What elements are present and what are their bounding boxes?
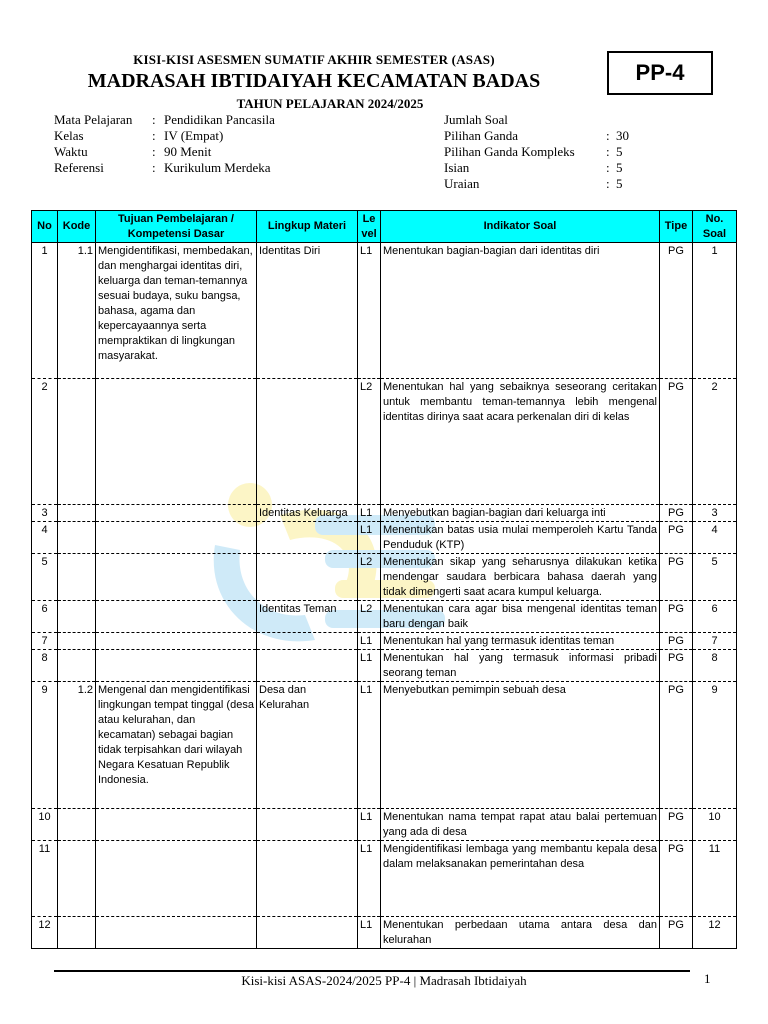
cell-tujuan [96,809,257,841]
cell-indikator: Menentukan hal yang termasuk identitas teman [381,633,660,650]
col-header-no: No [32,211,58,243]
cell-tujuan [96,841,257,917]
cell-indikator: Menentukan hal yang termasuk informasi pribadi seorang teman [381,650,660,682]
cell-level: L1 [358,682,381,809]
cell-level: L1 [358,650,381,682]
cell-indikator: Menentukan perbedaan utama antara desa dan kelurahan [381,917,660,949]
meta-row [54,160,275,176]
question-count-title [444,112,629,128]
cell-nosoal: 4 [693,522,737,554]
cell-tipe: PG [660,633,693,650]
meta-label: Pilihan Ganda Kompleks [444,144,575,159]
meta-value: 30 [616,128,629,143]
cell-tipe: PG [660,243,693,379]
cell-nosoal: 8 [693,650,737,682]
meta-label: Referensi [54,160,104,175]
cell-nosoal: 7 [693,633,737,650]
meta-row [444,144,629,160]
cell-no: 11 [32,841,58,917]
footer-text: Kisi-kisi ASAS-2024/2025 PP-4 | Madrasah Ibtidaiyah [241,973,527,988]
cell-nosoal: 2 [693,379,737,505]
cell-tujuan [96,522,257,554]
cell-tujuan [96,633,257,650]
meta-value: 5 [616,144,623,159]
meta-value: IV (Empat) [164,128,224,143]
cell-nosoal: 5 [693,554,737,601]
cell-kode [58,601,96,633]
cell-indikator: Menentukan batas usia mulai memperoleh Kartu Tanda Penduduk (KTP) [381,522,660,554]
cell-tipe: PG [660,917,693,949]
cell-lingkup [257,917,358,949]
meta-label: Uraian [444,176,480,191]
cell-lingkup: Identitas Teman [257,601,358,633]
col-header-lingkup: Lingkup Materi [257,211,358,243]
cell-tipe: PG [660,841,693,917]
cell-tujuan [96,379,257,505]
cell-level: L1 [358,505,381,522]
meta-colon: : [606,128,610,143]
cell-nosoal: 6 [693,601,737,633]
table-row [32,243,737,379]
cell-level: L2 [358,554,381,601]
cell-level: L1 [358,917,381,949]
table-row [32,809,737,841]
cell-lingkup: Desa dan Kelurahan [257,682,358,809]
cell-indikator: Menentukan cara agar bisa mengenal identitas teman baru dengan baik [381,601,660,633]
cell-level: L2 [358,601,381,633]
cell-indikator: Menentukan nama tempat rapat atau balai pertemuan yang ada di desa [381,809,660,841]
meta-value: Pendidikan Pancasila [164,112,275,127]
cell-no: 4 [32,522,58,554]
cell-kode [58,917,96,949]
meta-row [54,128,275,144]
cell-lingkup [257,633,358,650]
cell-nosoal: 3 [693,505,737,522]
cell-tipe: PG [660,505,693,522]
table-row [32,554,737,601]
cell-tujuan [96,505,257,522]
meta-colon: : [606,176,610,191]
cell-no: 8 [32,650,58,682]
meta-value: 90 Menit [164,144,212,159]
document-code-box [607,51,713,95]
meta-colon: : [152,128,156,143]
cell-indikator: Menentukan bagian-bagian dari identitas diri [381,243,660,379]
meta-label: Mata Pelajaran [54,112,133,127]
meta-colon: : [606,160,610,175]
cell-lingkup [257,379,358,505]
cell-tujuan: Mengidentifikasi, membedakan, dan menghargai identitas diri, keluarga dan teman-temannya sesuai budaya, suku bangsa, bahasa, agama dan kepercayaannya serta mempraktikan di lingkungan masyarakat. [96,243,257,379]
table-row [32,601,737,633]
table-header-row [32,211,737,243]
meta-row [444,128,629,144]
cell-kode [58,633,96,650]
cell-tujuan [96,917,257,949]
cell-kode: 1.1 [58,243,96,379]
cell-no: 5 [32,554,58,601]
cell-level: L1 [358,243,381,379]
table-row [32,522,737,554]
table-row [32,682,737,809]
cell-level: L1 [358,633,381,650]
cell-tujuan [96,554,257,601]
cell-nosoal: 9 [693,682,737,809]
meta-value: Kurikulum Merdeka [164,160,271,175]
cell-kode: 1.2 [58,682,96,809]
meta-colon: : [152,160,156,175]
cell-kode [58,841,96,917]
meta-colon: : [152,144,156,159]
table-row [32,841,737,917]
cell-nosoal: 12 [693,917,737,949]
col-header-indikator: Indikator Soal [381,211,660,243]
doc-title-school: MADRASAH IBTIDAIYAH KECAMATAN BADAS [87,70,541,92]
cell-no: 9 [32,682,58,809]
cell-indikator: Menyebutkan pemimpin sebuah desa [381,682,660,809]
cell-lingkup [257,809,358,841]
table-row [32,650,737,682]
cell-tipe: PG [660,522,693,554]
table-row [32,917,737,949]
meta-label: Kelas [54,128,84,143]
meta-info-right [444,112,629,192]
table-row [32,505,737,522]
cell-no: 10 [32,809,58,841]
cell-lingkup [257,841,358,917]
cell-tipe: PG [660,601,693,633]
meta-label: Pilihan Ganda [444,128,519,143]
cell-tujuan [96,601,257,633]
cell-nosoal: 11 [693,841,737,917]
meta-row [444,160,629,176]
cell-lingkup: Identitas Keluarga [257,505,358,522]
meta-label: Waktu [54,144,88,159]
cell-no: 6 [32,601,58,633]
cell-no: 12 [32,917,58,949]
cell-indikator: Menyebutkan bagian-bagian dari keluarga inti [381,505,660,522]
cell-kode [58,379,96,505]
meta-label: Isian [444,160,470,175]
cell-tipe: PG [660,379,693,505]
cell-level: L1 [358,522,381,554]
cell-nosoal: 1 [693,243,737,379]
meta-colon: : [152,112,156,127]
cell-indikator: Menentukan sikap yang seharusnya dilakukan ketika mendengar saudara berbicara bahasa daerah yang tidak dimengerti saat acara kumpul keluarga. [381,554,660,601]
document-code: PP-4 [635,60,685,85]
footer-rule [54,970,690,972]
meta-value: 5 [616,160,623,175]
cell-nosoal: 10 [693,809,737,841]
col-header-tujuan: Tujuan Pembelajaran / Kompetensi Dasar [96,211,257,243]
question-count-label: Jumlah Soal [444,112,508,127]
cell-no: 1 [32,243,58,379]
doc-title-line1: KISI-KISI ASESMEN SUMATIF AKHIR SEMESTER (ASAS) [133,52,495,67]
cell-level: L2 [358,379,381,505]
cell-kode [58,522,96,554]
cell-no: 7 [32,633,58,650]
table-row [32,379,737,505]
meta-row [444,176,629,192]
col-header-kode: Kode [58,211,96,243]
cell-kode [58,554,96,601]
meta-row [54,112,275,128]
meta-value: 5 [616,176,623,191]
cell-lingkup [257,650,358,682]
table-row [32,633,737,650]
meta-colon: : [606,144,610,159]
cell-level: L1 [358,841,381,917]
col-header-level: Le vel [358,211,381,243]
doc-title-year: TAHUN PELAJARAN 2024/2025 [236,96,424,111]
meta-info-left [54,112,275,176]
cell-kode [58,505,96,522]
page-number: 1 [704,971,711,986]
cell-indikator: Menentukan hal yang sebaiknya seseorang ceritakan untuk membantu teman-temannya lebih mengenal identitas dirinya saat acara perkenalan diri di kelas [381,379,660,505]
cell-tipe: PG [660,809,693,841]
cell-tujuan [96,650,257,682]
cell-tipe: PG [660,554,693,601]
cell-tipe: PG [660,682,693,809]
col-header-tipe: Tipe [660,211,693,243]
cell-indikator: Mengidentifikasi lembaga yang membantu kepala desa dalam melaksanakan pemerintahan desa [381,841,660,917]
cell-kode [58,650,96,682]
cell-no: 2 [32,379,58,505]
cell-lingkup [257,554,358,601]
cell-lingkup [257,522,358,554]
cell-tipe: PG [660,650,693,682]
meta-row [54,144,275,160]
kisi-kisi-table [31,210,737,949]
col-header-nosoal: No. Soal [693,211,737,243]
cell-tujuan: Mengenal dan mengidentifikasi lingkungan tempat tinggal (desa atau kelurahan, dan kecamatan) sebagai bagian tidak terpisahkan dari wilayah Negara Kesatuan Republik Indonesia. [96,682,257,809]
cell-lingkup: Identitas Diri [257,243,358,379]
cell-no: 3 [32,505,58,522]
cell-level: L1 [358,809,381,841]
cell-kode [58,809,96,841]
